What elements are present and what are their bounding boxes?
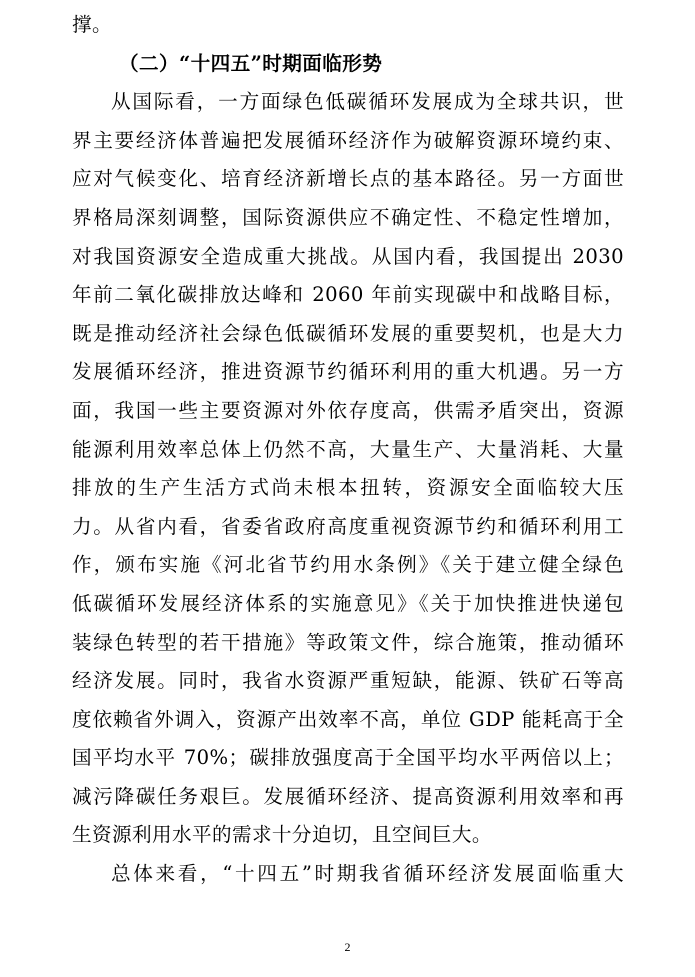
text-line: 既是推动经济社会绿色低碳循环发展的重要契机，也是大力 <box>72 321 624 345</box>
text-line: 排放的生产生活方式尚未根本扭转，资源安全面临较大压 <box>72 476 624 500</box>
text-line: 装绿色转型的若干措施》等政策文件，综合施策，推动循环 <box>72 630 624 654</box>
document-body <box>72 6 624 894</box>
text-line: 年前二氧化碳排放达峰和 2060 年前实现碳中和战略目标， <box>72 283 624 307</box>
text-line: 对我国资源安全造成重大挑战。从国内看，我国提出 2030 <box>72 244 624 268</box>
text-line: 撑。 <box>72 13 112 36</box>
page-number: 2 <box>344 940 351 954</box>
paragraph-first-line: 总体来看，“十四五”时期我省循环经济发展面临重大 <box>111 862 624 886</box>
text-line: 应对气候变化、培育经济新增长点的基本路径。另一方面世 <box>72 167 624 191</box>
text-line: 发展循环经济，推进资源节约循环利用的重大机遇。另一方 <box>72 360 624 384</box>
text-line: 低碳循环发展经济体系的实施意见》《关于加快推进快递包 <box>72 591 624 615</box>
section-heading: （二）“十四五”时期面临形势 <box>119 51 383 75</box>
text-line: 经济发展。同时，我省水资源严重短缺，能源、铁矿石等高 <box>72 669 624 693</box>
text-line: 国平均水平 70%；碳排放强度高于全国平均水平两倍以上； <box>72 746 624 770</box>
text-line: 减污降碳任务艰巨。发展循环经济、提高资源利用效率和再 <box>72 784 624 808</box>
text-line: 界主要经济体普遍把发展循环经济作为破解资源环境约束、 <box>72 128 624 152</box>
paragraph-first-line: 从国际看，一方面绿色低碳循环发展成为全球共识，世 <box>111 90 624 114</box>
text-line: 面，我国一些主要资源对外依存度高，供需矛盾突出，资源 <box>72 398 624 422</box>
text-line: 界格局深刻调整，国际资源供应不确定性、不稳定性增加， <box>72 205 624 229</box>
text-line: 力。从省内看，省委省政府高度重视资源节约和循环利用工 <box>72 514 624 538</box>
text-line: 度依赖省外调入，资源产出效率不高，单位 GDP 能耗高于全 <box>72 707 624 731</box>
text-line: 生资源利用水平的需求十分迫切，且空间巨大。 <box>72 823 492 847</box>
text-line: 能源利用效率总体上仍然不高，大量生产、大量消耗、大量 <box>72 437 624 461</box>
text-line: 作，颁布实施《河北省节约用水条例》《关于建立健全绿色 <box>72 553 624 577</box>
